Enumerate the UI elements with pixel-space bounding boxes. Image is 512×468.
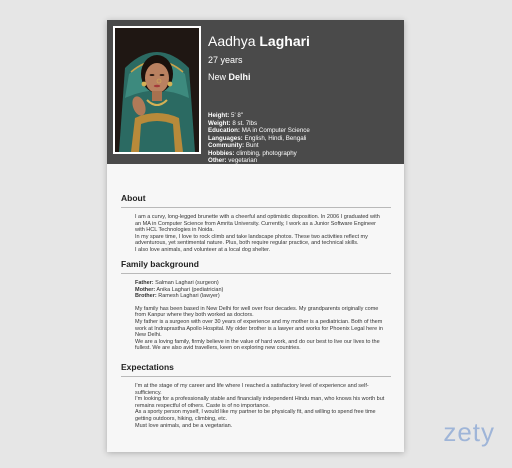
first-name: Aadhya [208, 33, 256, 49]
fact-value: 8 st. 7lbs [232, 119, 258, 127]
family-member [135, 293, 385, 300]
full-name [208, 33, 310, 50]
about-heading: About [121, 193, 391, 208]
name-block [208, 33, 310, 82]
member-value: Ramesh Laghari (lawyer) [158, 293, 220, 300]
profile-facts [208, 112, 310, 165]
family-section [121, 259, 391, 352]
family-text [135, 306, 385, 352]
portrait-illustration [115, 28, 199, 152]
expectations-paragraph: I'm at the stage of my career and life where I reached a satisfactory level of experience and self-sufficiency. [135, 383, 369, 396]
member-label: Father: [135, 280, 154, 286]
member-label: Mother: [135, 286, 156, 293]
about-paragraph: I am a curvy, long-legged brunette with a cheerful and optimistic disposition. In 2006 I graduated with an MA in Computer Science from Amrita University. Currently, I work as a Junior Software Engineer with HCL Technologies in Noida. [135, 214, 380, 234]
profile-header [107, 20, 404, 164]
fact-row [208, 127, 310, 135]
fact-row [208, 112, 310, 120]
family-member [135, 287, 385, 294]
member-value: Anika Laghari (pediatrician) [156, 286, 224, 293]
fact-value: MA in Computer Science [241, 127, 310, 134]
about-text [135, 214, 385, 254]
fact-row [208, 157, 310, 165]
profile-photo [115, 28, 199, 152]
fact-label: Hobbies: [208, 149, 235, 157]
member-value: Salman Laghari (surgeon) [155, 280, 219, 286]
fact-row [208, 150, 310, 158]
fact-label: Languages: [208, 134, 243, 142]
family-members [135, 280, 385, 300]
fact-label: Community: [208, 142, 245, 149]
biodata-document [107, 20, 404, 452]
about-section [121, 193, 391, 254]
family-paragraph: We are a loving family, firmly believe in the value of hard work, and do our best to live our lives to the fullest. We are also avid travellers, keen on exploring new countries. [135, 338, 380, 352]
city [208, 72, 310, 82]
fact-label: Weight: [208, 119, 231, 127]
age: 27 years [208, 55, 243, 65]
fact-value: English, Hindi, Bengali [244, 134, 307, 142]
expectations-text [135, 383, 385, 429]
last-name: Laghari [259, 33, 310, 49]
family-member [135, 280, 385, 287]
family-heading: Family background [121, 259, 391, 274]
about-paragraph: I also love animals, and volunteer at a local dog shelter. [135, 246, 271, 253]
expectations-paragraph: I'm looking for a professionally stable and financially independent Hindu man, who knows his worth but remains respectful of others. Caste is of no importance. [135, 396, 385, 409]
city-name: Delhi [228, 72, 251, 82]
fact-label: Height: [208, 112, 230, 119]
fact-row [208, 142, 310, 150]
fact-label: Education: [208, 127, 240, 134]
family-paragraph: My father is a surgeon with over 30 years of experience and my mother is a pediatrician. Both of them work at Indraprastha Apollo Hospital. My older brother is a lawyer and works for Phoenix Legal here in New Delhi. [135, 318, 383, 339]
fact-value: vegetarian [228, 157, 258, 164]
city-prefix: New [208, 72, 227, 82]
profile-photo-frame [113, 26, 201, 154]
expectations-paragraph: Must love animals, and be a vegetarian. [135, 422, 233, 429]
fact-row [208, 120, 310, 128]
fact-row [208, 135, 310, 143]
family-paragraph: My family has been based in New Delhi for well over four decades. My grandparents originally come from Kanpur where they both worked as doctors. [135, 305, 379, 319]
fact-value: 5' 8" [231, 112, 244, 119]
expectations-paragraph: As a sporty person myself, I would like my partner to be physically fit, and willing to spend free time getting outdoors, hiking, climbing, etc. [135, 409, 376, 422]
expectations-section [121, 362, 391, 429]
expectations-heading: Expectations [121, 362, 391, 377]
member-label: Brother: [135, 293, 157, 300]
fact-value: Bunt [245, 142, 259, 149]
fact-value: climbing, photography [236, 149, 297, 157]
fact-label: Other: [208, 157, 227, 164]
about-paragraph: In my spare time, I love to rock climb and take landscape photos. These two activities reflect my adventurous, yet sentimental nature. Plus, both require regular practice, and technical skills. [135, 233, 368, 247]
zety-logo: zety [443, 417, 495, 447]
